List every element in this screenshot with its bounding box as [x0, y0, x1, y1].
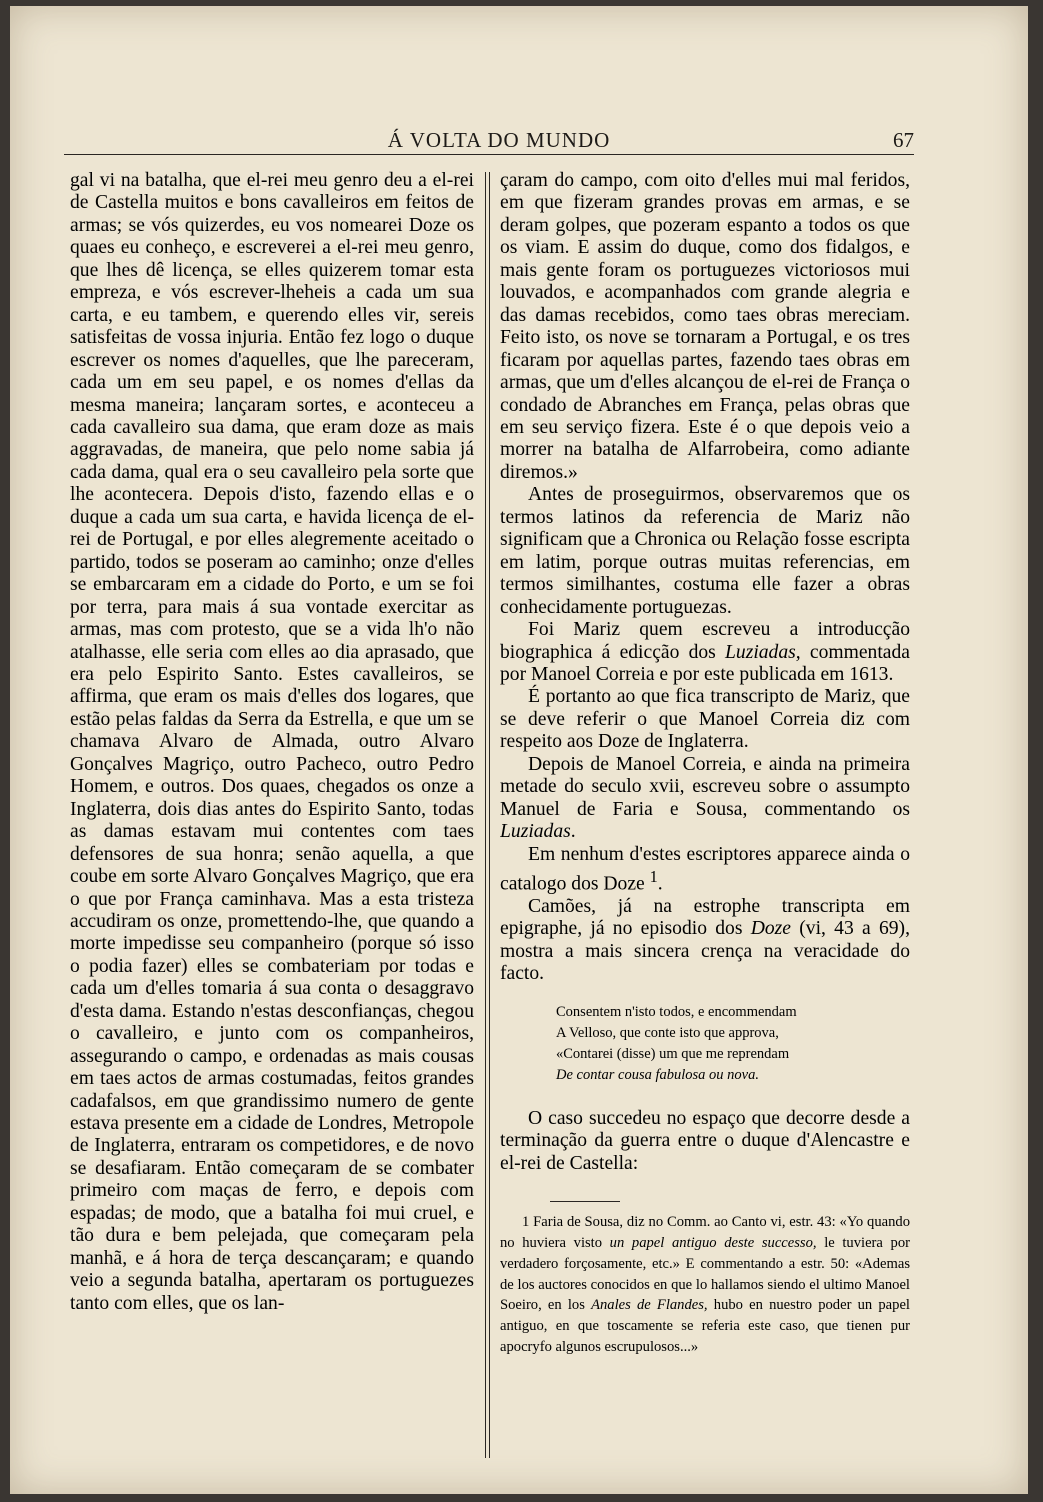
paragraph-2: Antes de proseguirmos, observaremos que os termos latinos da referencia de Mariz não significam que a Chronica ou Relação fosse escripta em latim, porque outras muitas referencias, em termos similhantes, costuma elle fazer a obras conhecidamente portuguezas.: [500, 484, 910, 618]
paragraph-3: [500, 619, 910, 686]
footnote: [500, 1212, 910, 1358]
page-number: 67: [893, 128, 914, 152]
footnote-marker: 1: [522, 1214, 530, 1231]
paragraph-6-text-a: Em nenhum d'estes escriptores apparece ainda o catalogo dos Doze: [500, 843, 910, 895]
footnote-text-1: Faria de Sousa, diz no Comm. ao Canto vi, estr. 43: «Yo quando no huviera visto: [500, 1214, 910, 1251]
verse-line-italic: De contar cousa fabulosa ou nova.: [556, 1066, 759, 1083]
paragraph-6: [500, 844, 910, 896]
paragraph-1: çaram do campo, com oito d'elles mui mal feridos, em que fizeram grandes provas em armas, e se deram golpes, que pozeram espanto a todos os que os viam. E assim do duque, como dos fidalgos, e mais gente foram os portuguezes victoriosos mui louvados, e acompanhados com grande alegria e das damas recebidos, como taes obras mereciam. Feito isto, os nove se tornaram a Portugal, e os tres ficaram por aquellas partes, fazendo taes obras em armas, que um d'elles alcançou de el-rei de França o condado de Abranches em França, pelas obras que em seu serviço fizera. Este é o que depois veio a morrer na batalha de Alfarrobeira, como adiante diremos.»: [500, 170, 910, 483]
footnote-rule: [550, 1201, 620, 1202]
paragraph-5-text-b: .: [570, 821, 576, 843]
column-divider-inner: [489, 172, 490, 1458]
footnote-emphasis-2: Anales de Flandes,: [591, 1297, 708, 1314]
paragraph-3-text-a: Foi Mariz quem escreveu a introducção biographica á edicção dos: [500, 619, 910, 663]
paragraph-5-text-a: Depois de Manoel Correia, e ainda na primeira metade do seculo xvii, escreveu sobre o assumpto Manuel de Faria e Sousa, commentando os: [500, 753, 910, 820]
left-column-text: gal vi na batalha, que el-rei meu genro deu a el-rei de Castella muitos e bons cavalleiros em feitos de armas; se vós quizerdes, eu vos nomearei Doze os quaes eu conheço, e escreverei a el-rei meu genro, que lhes dê licença, se elles quizerem tomar esta empreza, e vós escrever-lheheis a cada um sua carta, e eu tambem, e querendo elles vir, sereis satisfeitas de vossa injuria. Então fez logo o duque escrever os nomes d'aquelles, que lhe pareceram, cada um em seu papel, e os nomes d'ellas da mesma maneira; lançaram sortes, e aconteceu a cada cavalleiro sua dama, que eram doze as mais aggravadas, de maneira, que pelo nome sabia já cada dama, qual era o seu cavalleiro pela sorte que lhe acontecera. Depois d'isto, fazendo ellas e o duque a cada um sua carta, e havida licença de el-rei de Portugal, e por elles alegremente aceitado o partido, todos se poseram ao caminho; onze d'elles se embarcaram em a cidade do Porto, e um se foi por terra, para mais á sua vontade exercitar as armas, mas com protesto, que se a vida lh'o não atalhasse, elle seria com elles ao dia aprasado, que era pelo Espirito Santo. Estes cavalleiros, se affirma, que eram os mais d'elles dos logares, que estão pelas faldas da Serra da Estrella, e que um se chamava Alvaro de Almada, outro Alvaro Gonçalves Magriço, outro Pacheco, outro Pedro Homem, e outros. Dos quaes, chegados os onze a Inglaterra, dois dias antes do Espirito Santo, todas as damas estavam mui contentes com taes defensores de sua honra; senão aquella, a que coube em sorte Alvaro Gonçalves Magriço, que era o que por França caminhava. Mas a esta tristeza accudiram os onze, promettendo-lhe, que quando a morte impedisse seu companheiro (porque só isso o podia fazer) elles se combateriam por todas e cada um d'elles tomaria á sua conta o desaggravo d'esta dama. Estando n'estas desconfianças, chegou o cavalleiro, e junto com os companheiros, assegurando o campo, e ordenadas as mais cousas em taes actos de armas costumadas, feitos grandes cadafalsos, em que grandissimo numero de gente estava presente em a cidade de Londres, Metropole de Inglaterra, entraram os competidores, e de novo se desafiaram. Então começaram de se combater primeiro com maças de ferro, e depois com espadas; de modo, que a batalha foi mui cruel, e tão dura e bem pelejada, que começaram pela manhã, e á hora de terça descançaram; e quando veio a segunda batalha, apertaram os portuguezes tanto com elles, que os lan-: [70, 170, 474, 1314]
verse-line: A Velloso, que conte isto que approva,: [556, 1024, 779, 1041]
paragraph-3-text-b: commentada por Manoel Correia e por este publicada em 1613.: [500, 641, 910, 685]
verse-line: Consentem n'isto todos, e encommendam: [556, 1003, 797, 1020]
right-column: [500, 170, 910, 1460]
paragraph-6-text-b: .: [657, 873, 663, 895]
paragraph-7-text-b: (vi, 43 a 69), mostra a mais sincera crença na veracidade do facto.: [500, 918, 910, 985]
verse-line: «Contarei (disse) um que me reprendam: [556, 1045, 790, 1062]
paragraph-7: [500, 896, 910, 986]
footnote-reference: 1: [649, 867, 658, 887]
paragraph-7-text-a: Camões, já na estrophe transcripta em epigraphe, já no episodio dos: [500, 896, 910, 940]
paragraph-5: [500, 754, 910, 844]
footnote-text-3: hubo en nuestro poder un papel antiguo, en que toscamente se referia este caso, que tienen pur apocryfo algunos escrupulosos...»: [500, 1297, 910, 1355]
paragraph-7-emphasis: Doze: [750, 918, 792, 940]
paragraph-8: O caso succedeu no espaço que decorre desde a terminação da guerra entre o duque d'Alencastre e el-rei de Castella:: [500, 1107, 910, 1174]
left-column: [70, 170, 474, 1460]
column-divider: [485, 172, 486, 1458]
header-rule: [64, 154, 914, 155]
running-title: Á VOLTA DO MUNDO: [387, 128, 611, 152]
footnote-emphasis-1: un papel antiguo deste successo,: [609, 1235, 817, 1251]
verse-quotation: [556, 1002, 910, 1086]
paragraph-4: É portanto ao que fica transcripto de Mariz, que se deve referir o que Manoel Correia diz com respeito aos Doze de Inglaterra.: [500, 686, 910, 753]
paragraph-5-emphasis: Luziadas: [500, 821, 571, 843]
footnote-text-2: le tuviera por verdadero forçosamente, etc.» E commentando a estr. 50: «Ademas de los auctores conocidos en que lo hallamos siendo el ultimo Manoel Soeiro, en los: [500, 1235, 910, 1314]
paragraph-3-emphasis: Luziadas,: [725, 641, 801, 663]
